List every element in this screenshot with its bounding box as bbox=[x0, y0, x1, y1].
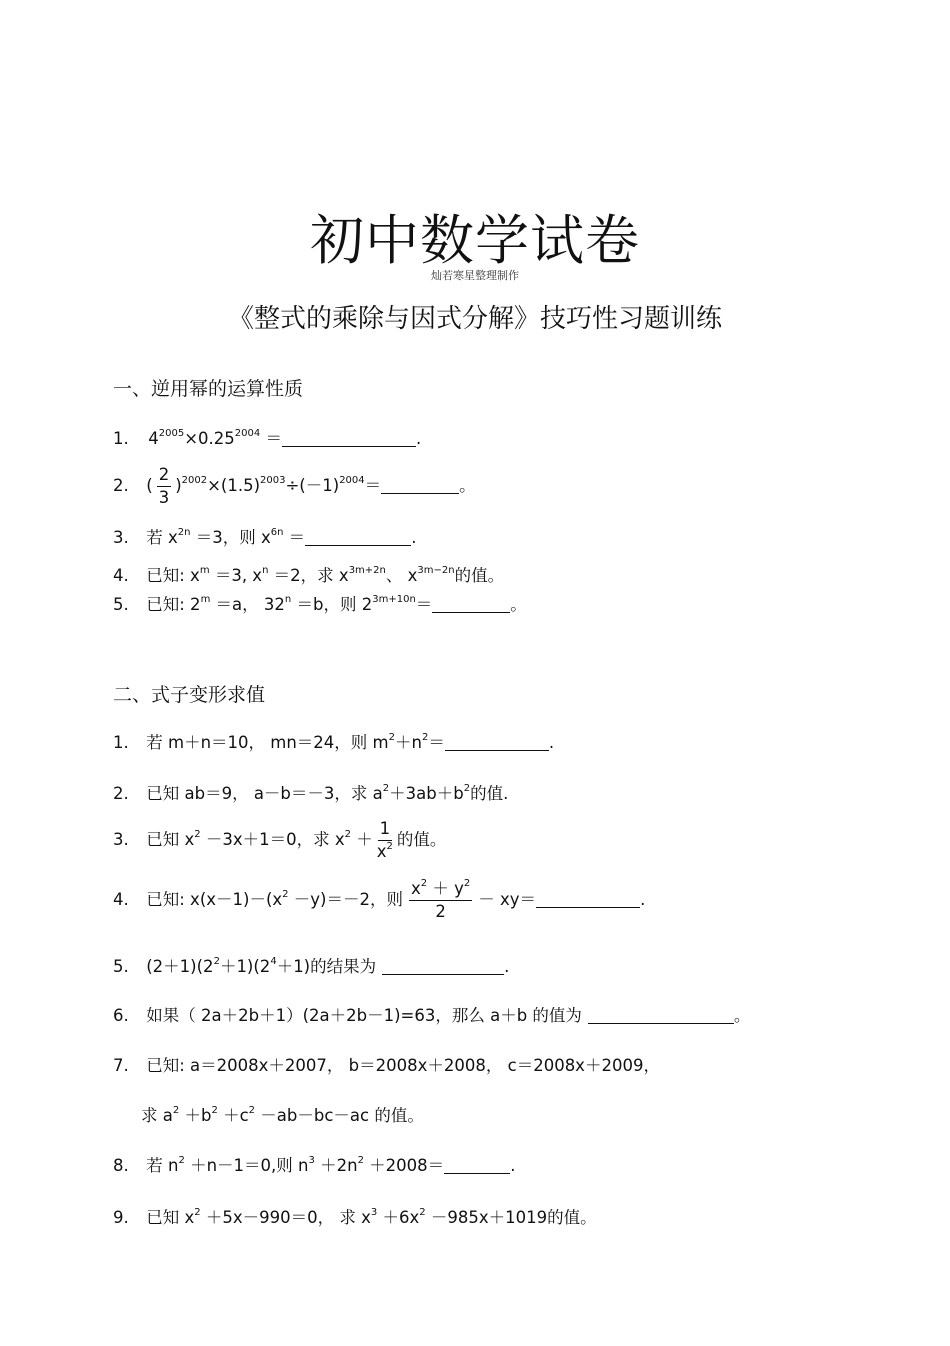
fraction: $\frac{1}{x^2}$ bbox=[376, 819, 393, 861]
answer-blank[interactable] bbox=[588, 1008, 734, 1024]
answer-blank[interactable] bbox=[305, 530, 411, 546]
question-2-8: 8. 若 $n^2 +n-1=0$,则 $n^3 +2n^2 +2008=$ . bbox=[113, 1155, 516, 1175]
question-2-4: 4. 已知: $x(x-1)-(x^2 -y)=-2$，则 $\frac{x^2 + y^2}{2}$ － xy＝ . bbox=[113, 878, 646, 921]
question-1-4: 4. 已知: $x^m =3$, $x^n =2$，求 $x^{3m+2n}$、 $x^{3m-2n}$的值。 bbox=[113, 565, 505, 585]
question-2-7: 7. 已知: a＝2008x＋2007， b＝2008x＋2008， c＝2008x＋2009， bbox=[113, 1056, 660, 1075]
question-2-1: 1. 若 m＋n＝10， mn＝24，则 $m^2+n^2=$ . bbox=[113, 732, 555, 752]
fraction: $\frac{x^2 + y^2}{2}$ bbox=[411, 878, 471, 921]
question-2-5: 5. $(2+1)(2^2+1)(2^4+1)$的结果为 . bbox=[113, 956, 510, 976]
answer-blank[interactable] bbox=[282, 431, 416, 447]
question-1-3: 3. 若 $x^{2n} =3$，则 $x^{6n}$ ＝ . bbox=[113, 527, 417, 547]
question-2-3: 3. 已知 $x^2 -3x+1=0$，求 $x^2$ ＋ $\frac{1}{x^2}$ 的值。 bbox=[113, 819, 447, 861]
question-1-2: 2. ( $\frac{2}{3}$ )$^{2002}\times(1.5)^{2003}\div(-1)^{2004}=$ 。 bbox=[113, 465, 476, 507]
question-2-6: 6. 如果（ 2a＋2b＋1）(2a＋2b－1)=63，那么 a＋b 的值为 。 bbox=[113, 1006, 751, 1025]
answer-blank[interactable] bbox=[444, 1158, 510, 1174]
answer-blank[interactable] bbox=[536, 892, 640, 908]
page-subtitle: 《整式的乘除与因式分解》技巧性习题训练 bbox=[227, 304, 722, 334]
answer-blank[interactable] bbox=[445, 735, 549, 751]
fraction: $\frac{2}{3}$ bbox=[158, 465, 170, 507]
question-1-5: 5. 已知: $2^m =a$， $32^n =b$，则 $2^{3m+10n}=$ 。 bbox=[113, 594, 527, 614]
section-heading-1: 一、逆用幂的运算性质 bbox=[113, 378, 304, 400]
question-2-7-continued: 求 $a^2 +b^2 +c^2 -ab-bc-ac$ 的值。 bbox=[141, 1105, 424, 1125]
page-title: 初中数学试卷 bbox=[310, 209, 640, 272]
maker-credit: 灿若寒星整理制作 bbox=[431, 269, 519, 282]
question-2-9: 9. 已知 $x^2 +5x-990=0$， 求 $x^3 +6x^2 -985x+1019$的值。 bbox=[113, 1207, 597, 1227]
answer-blank[interactable] bbox=[432, 597, 510, 613]
question-2-2: 2. 已知 ab＝9， a－b＝－3，求 $a^2+3ab+b^2$的值. bbox=[113, 783, 509, 803]
question-1-1: 1. $4^{2005}\times 0.25^{2004}$ ＝ . bbox=[113, 428, 422, 448]
answer-blank[interactable] bbox=[382, 959, 504, 975]
answer-blank[interactable] bbox=[381, 478, 459, 494]
section-heading-2: 二、式子变形求值 bbox=[113, 684, 266, 706]
